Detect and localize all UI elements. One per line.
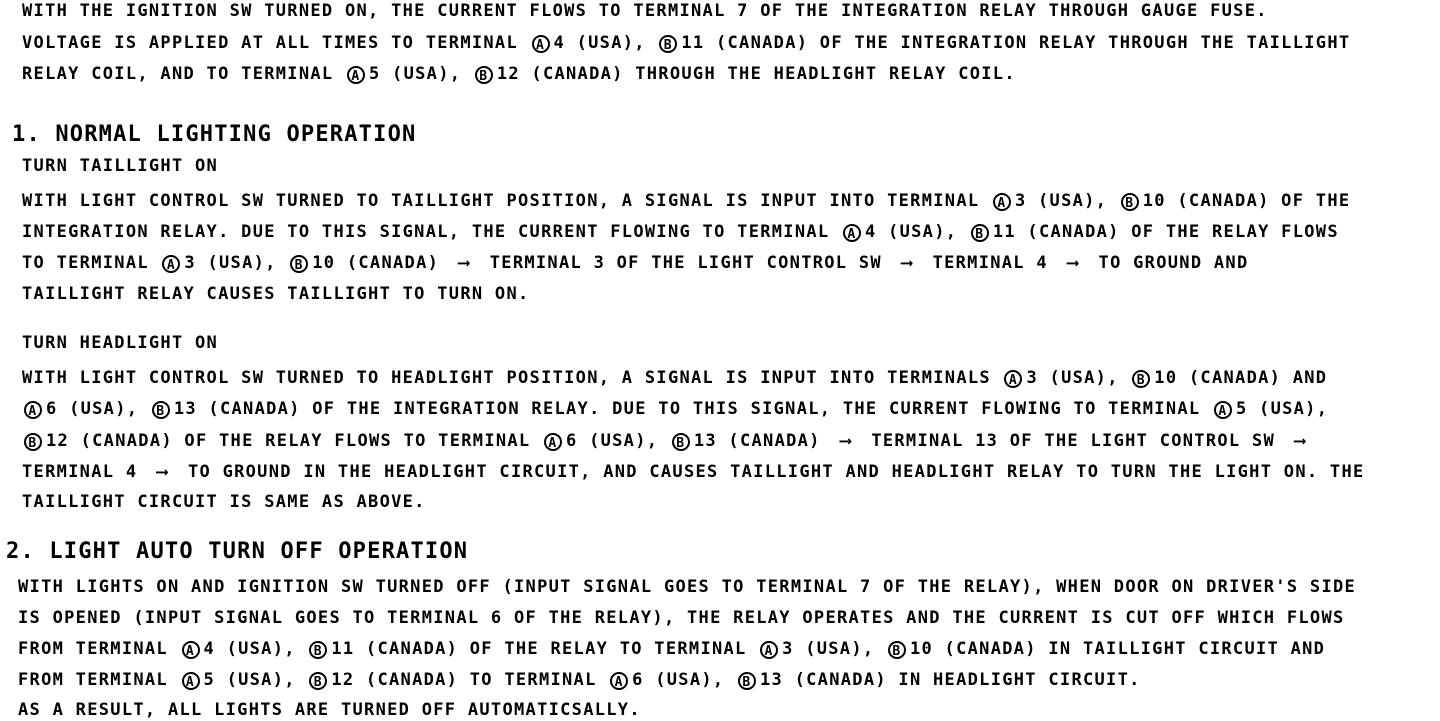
taillight-line-2: INTEGRATION RELAY. DUE TO THIS SIGNAL, THE CURRENT FLOWING TO TERMINAL A 4 (USA), B 11 (CANADA) OF THE RELAY FLOWS xyxy=(22,222,1339,242)
taillight-line-3: TO TERMINAL A 3 (USA), B 10 (CANADA) ⟶ TERMINAL 3 OF THE LIGHT CONTROL SW ⟶ TERMINAL 4 ⟶ TO GROUND AND xyxy=(22,253,1249,273)
circled-letter-icon: A xyxy=(182,672,200,690)
intro-line-1: WITH THE IGNITION SW TURNED ON, THE CURRENT FLOWS TO TERMINAL 7 OF THE INTEGRATION RELAY THROUGH GAUGE FUSE. xyxy=(22,1,1268,21)
circled-letter-icon: B xyxy=(1132,370,1150,388)
headlight-line-5: TAILLIGHT CIRCUIT IS SAME AS ABOVE. xyxy=(22,492,426,512)
auto-off-line-4: FROM TERMINAL A 5 (USA), B 12 (CANADA) TO TERMINAL A 6 (USA), B 13 (CANADA) IN HEADLIGHT CIRCUIT. xyxy=(18,670,1141,690)
circled-letter-icon: B xyxy=(738,672,756,690)
arrow-icon: ⟶ xyxy=(840,431,852,451)
section-2-title: 2. LIGHT AUTO TURN OFF OPERATION xyxy=(6,539,469,564)
arrow-icon: ⟶ xyxy=(1294,431,1307,451)
taillight-heading: TURN TAILLIGHT ON xyxy=(22,156,219,176)
circled-letter-icon: B xyxy=(971,224,989,242)
circled-letter-icon: A xyxy=(532,35,550,53)
circled-letter-icon: A xyxy=(24,401,42,419)
circled-letter-icon: B xyxy=(659,35,677,53)
circled-letter-icon: B xyxy=(309,672,327,690)
headlight-line-1: WITH LIGHT CONTROL SW TURNED TO HEADLIGHT POSITION, A SIGNAL IS INPUT INTO TERMINALS A 3 (USA), B 10 (CANADA) AND xyxy=(22,368,1328,388)
headlight-line-4: TERMINAL 4 ⟶ TO GROUND IN THE HEADLIGHT CIRCUIT, AND CAUSES TAILLIGHT AND HEADLIGHT RELAY TO TURN THE LIGHT ON. THE xyxy=(22,462,1365,482)
arrow-icon: ⟶ xyxy=(458,253,471,273)
circled-letter-icon: A xyxy=(1214,401,1232,419)
circled-letter-icon: B xyxy=(152,401,170,419)
circled-letter-icon: A xyxy=(347,66,365,84)
circled-letter-icon: B xyxy=(672,433,690,451)
taillight-line-1: WITH LIGHT CONTROL SW TURNED TO TAILLIGHT POSITION, A SIGNAL IS INPUT INTO TERMINAL A 3 (USA), B 10 (CANADA) OF THE xyxy=(22,191,1351,211)
circled-letter-icon: A xyxy=(162,255,180,273)
arrow-icon: ⟶ xyxy=(1067,253,1079,273)
intro-line-2: VOLTAGE IS APPLIED AT ALL TIMES TO TERMINAL A 4 (USA), B 11 (CANADA) OF THE INTEGRATION RELAY THROUGH THE TAILLIGHT xyxy=(22,33,1351,53)
headlight-heading: TURN HEADLIGHT ON xyxy=(22,333,219,353)
taillight-line-4: TAILLIGHT RELAY CAUSES TAILLIGHT TO TURN ON. xyxy=(22,284,530,304)
circled-letter-icon: B xyxy=(1121,193,1139,211)
section-1-title: 1. NORMAL LIGHTING OPERATION xyxy=(12,122,417,147)
circled-letter-icon: A xyxy=(544,433,562,451)
circled-letter-icon: B xyxy=(888,641,906,659)
arrow-icon: ⟶ xyxy=(901,253,914,273)
arrow-icon: ⟶ xyxy=(156,462,169,482)
headlight-line-3: B 12 (CANADA) OF THE RELAY FLOWS TO TERMINAL A 6 (USA), B 13 (CANADA) ⟶ TERMINAL 13 OF THE LIGHT CONTROL SW ⟶ xyxy=(22,430,1422,452)
circled-letter-icon: A xyxy=(993,193,1011,211)
circled-letter-icon: A xyxy=(182,641,200,659)
circled-letter-icon: A xyxy=(1004,370,1022,388)
circled-letter-icon: B xyxy=(475,66,493,84)
circled-letter-icon: B xyxy=(290,255,308,273)
circled-letter-icon: A xyxy=(760,641,778,659)
circled-letter-icon: B xyxy=(24,433,42,451)
circled-letter-icon: B xyxy=(309,641,327,659)
headlight-line-2: A 6 (USA), B 13 (CANADA) OF THE INTEGRATION RELAY. DUE TO THIS SIGNAL, THE CURRENT FLOWING TO TERMINAL A 5 (USA), xyxy=(22,398,1422,420)
circled-letter-icon: A xyxy=(610,672,628,690)
auto-off-line-5: AS A RESULT, ALL LIGHTS ARE TURNED OFF AUTOMATICSALLY. xyxy=(18,700,641,720)
auto-off-line-1: WITH LIGHTS ON AND IGNITION SW TURNED OFF (INPUT SIGNAL GOES TO TERMINAL 7 OF THE RELAY), WHEN DOOR ON DRIVER'S SIDE xyxy=(18,577,1357,597)
intro-line-3: RELAY COIL, AND TO TERMINAL A 5 (USA), B 12 (CANADA) THROUGH THE HEADLIGHT RELAY COIL. xyxy=(22,64,1016,84)
circled-letter-icon: A xyxy=(843,224,861,242)
auto-off-line-2: IS OPENED (INPUT SIGNAL GOES TO TERMINAL 6 OF THE RELAY), THE RELAY OPERATES AND THE CURRENT IS CUT OFF WHICH FLOWS xyxy=(18,608,1345,628)
auto-off-line-3: FROM TERMINAL A 4 (USA), B 11 (CANADA) OF THE RELAY TO TERMINAL A 3 (USA), B 10 (CANADA) IN TAILLIGHT CIRCUIT AND xyxy=(18,639,1326,659)
